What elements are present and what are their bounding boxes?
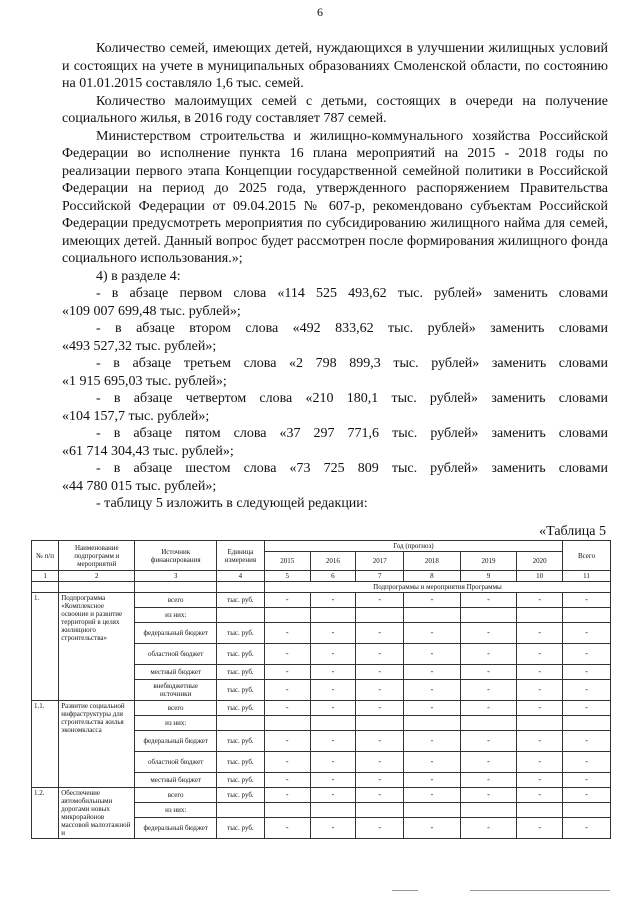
amendment-item [62, 320, 608, 355]
header-years-group: Год (прогноз) [264, 541, 562, 552]
value-cell: - [460, 665, 517, 680]
paragraph: Количество малоимущих семей с детьми, состоящих в очереди на получение социального жилья, в 2016 году составляет 787 семей. [62, 93, 608, 126]
value-cell: - [563, 623, 611, 644]
value-cell: - [310, 731, 356, 752]
value-cell: - [356, 644, 404, 665]
amendment-line: - в абзаце третьем слова «2 798 899,3 тыс. рублей» заменить словами [96, 356, 608, 371]
column-index: 4 [216, 571, 264, 582]
funding-source: из них: [135, 716, 217, 731]
funding-source: всего [135, 593, 217, 608]
value-cell: - [460, 788, 517, 803]
value-cell: - [517, 701, 563, 716]
value-cell: - [517, 623, 563, 644]
table-row [32, 701, 611, 716]
program-name: Обеспечение автомобильными дорогами новых микрорайонов массовой малоэтажной и [59, 788, 135, 839]
column-index: 1 [32, 571, 59, 582]
header-year: 2015 [264, 552, 310, 571]
table-header-row [32, 541, 611, 552]
paragraph: Министерством строительства и жилищно-коммунального хозяйства Российской Федерации во исполнение пункта 16 плана мероприятий на 2015 - 2018 годы по реализации первого этапа Концепции государственной семейной политики в Российской Федерации на период до 2025 года, утвержденного распоряжением Правительства Российской Федерации от 09.04.2015 № 607-р, рекомендовано субъектам Российской Федерации предусмотреть мероприятия по субсидированию жилищного найма для семей, имеющих детей. Данный вопрос будет рассмотрен после формирования жилищного фонда социального использования.»; [62, 128, 608, 266]
value-cell: - [356, 665, 404, 680]
value-cell [517, 803, 563, 818]
unit: тыс. руб. [216, 680, 264, 701]
value-cell: - [563, 752, 611, 773]
value-cell: - [310, 701, 356, 716]
value-cell: - [517, 818, 563, 839]
value-cell: - [404, 752, 461, 773]
value-cell: - [460, 644, 517, 665]
program-name: Развитие социальной инфраструктуры для строительства жилья экономкласса [59, 701, 135, 788]
value-cell: - [264, 623, 310, 644]
value-cell: - [356, 788, 404, 803]
funding-source: областной бюджет [135, 644, 217, 665]
value-cell: - [460, 773, 517, 788]
unit: тыс. руб. [216, 593, 264, 608]
amendment-line: «493 527,32 тыс. рублей»; [62, 338, 217, 354]
column-index: 6 [310, 571, 356, 582]
unit: тыс. руб. [216, 665, 264, 680]
value-cell [517, 716, 563, 731]
value-cell: - [460, 623, 517, 644]
value-cell: - [356, 773, 404, 788]
value-cell: - [310, 752, 356, 773]
value-cell: - [517, 644, 563, 665]
value-cell: - [310, 773, 356, 788]
header-total: Всего [563, 541, 611, 571]
value-cell [563, 716, 611, 731]
funding-source: внебюджетные источники [135, 680, 217, 701]
page-number: 6 [317, 5, 323, 19]
column-index: 8 [404, 571, 461, 582]
header-year: 2020 [517, 552, 563, 571]
amendment-item [62, 285, 608, 320]
value-cell: - [310, 818, 356, 839]
value-cell: - [264, 644, 310, 665]
unit: тыс. руб. [216, 623, 264, 644]
table-row [32, 593, 611, 608]
value-cell: - [563, 701, 611, 716]
table-caption: «Таблица 5 [539, 524, 606, 539]
value-cell: - [404, 623, 461, 644]
row-number: 1.1. [32, 701, 59, 788]
row-number: 1. [32, 593, 59, 701]
value-cell [563, 608, 611, 623]
section-row [32, 582, 611, 593]
paragraph: 4) в разделе 4: [96, 268, 181, 284]
unit: тыс. руб. [216, 752, 264, 773]
table-body [32, 593, 611, 839]
amendment-line: «61 714 304,43 тыс. рублей»; [62, 443, 234, 459]
column-index: 2 [59, 571, 135, 582]
scan-mark [470, 890, 610, 891]
value-cell: - [563, 593, 611, 608]
body-text [62, 40, 608, 513]
value-cell: - [264, 752, 310, 773]
final-instruction: - таблицу 5 изложить в следующей редакции: [96, 496, 368, 511]
value-cell: - [356, 680, 404, 701]
value-cell [264, 608, 310, 623]
value-cell: - [460, 593, 517, 608]
unit [216, 716, 264, 731]
amendment-item [62, 390, 608, 425]
column-index: 10 [517, 571, 563, 582]
value-cell: - [517, 593, 563, 608]
value-cell [404, 803, 461, 818]
funding-source: федеральный бюджет [135, 731, 217, 752]
unit: тыс. руб. [216, 773, 264, 788]
column-index-row [32, 571, 611, 582]
value-cell: - [404, 788, 461, 803]
column-index: 9 [460, 571, 517, 582]
value-cell: - [264, 731, 310, 752]
funding-source: федеральный бюджет [135, 623, 217, 644]
paragraph: Количество семей, имеющих детей, нуждающихся в улучшении жилищных условий и состоящих на учете в муниципальных образованиях Смоленской области, по состоянию на 01.01.2015 составляло 1,6 тыс. семей. [62, 41, 608, 91]
amendment-item [62, 355, 608, 390]
value-cell: - [310, 644, 356, 665]
amendment-line: - в абзаце пятом слова «37 297 771,6 тыс. рублей» заменить словами [96, 426, 608, 441]
funding-source: из них: [135, 608, 217, 623]
funding-source: из них: [135, 803, 217, 818]
value-cell: - [563, 818, 611, 839]
value-cell: - [404, 773, 461, 788]
value-cell: - [310, 623, 356, 644]
section-title: Подпрограммы и мероприятия Программы [264, 582, 610, 593]
value-cell: - [517, 731, 563, 752]
program-name: Подпрограмма «Комплексное освоение и развитие территорий в целях жилищного строительства» [59, 593, 135, 701]
financing-table [31, 540, 611, 839]
value-cell [356, 608, 404, 623]
value-cell [264, 716, 310, 731]
unit: тыс. руб. [216, 701, 264, 716]
value-cell: - [460, 752, 517, 773]
value-cell [517, 608, 563, 623]
amendment-line: «44 780 015 тыс. рублей»; [62, 478, 217, 494]
column-index: 7 [356, 571, 404, 582]
value-cell: - [563, 731, 611, 752]
value-cell: - [264, 665, 310, 680]
value-cell [404, 608, 461, 623]
value-cell: - [517, 773, 563, 788]
header-year: 2018 [404, 552, 461, 571]
value-cell: - [310, 788, 356, 803]
scan-mark [392, 890, 418, 891]
value-cell: - [404, 680, 461, 701]
value-cell [404, 716, 461, 731]
value-cell: - [356, 701, 404, 716]
value-cell: - [517, 752, 563, 773]
unit: тыс. руб. [216, 788, 264, 803]
funding-source: всего [135, 701, 217, 716]
value-cell [310, 803, 356, 818]
amendment-line: - в абзаце втором слова «492 833,62 тыс. рублей» заменить словами [96, 321, 608, 336]
value-cell: - [356, 731, 404, 752]
value-cell: - [563, 788, 611, 803]
value-cell: - [356, 623, 404, 644]
amendment-line: «109 007 699,48 тыс. рублей»; [62, 303, 241, 319]
unit: тыс. руб. [216, 644, 264, 665]
header-unit: Единица измерения [216, 541, 264, 571]
value-cell: - [404, 593, 461, 608]
value-cell [460, 716, 517, 731]
value-cell: - [563, 773, 611, 788]
unit [216, 803, 264, 818]
row-number: 1.2. [32, 788, 59, 839]
value-cell: - [264, 773, 310, 788]
amendment-item [62, 460, 608, 495]
table-row [32, 788, 611, 803]
value-cell: - [404, 644, 461, 665]
value-cell [264, 803, 310, 818]
value-cell: - [404, 701, 461, 716]
value-cell: - [264, 680, 310, 701]
column-index: 5 [264, 571, 310, 582]
header-year: 2016 [310, 552, 356, 571]
value-cell: - [356, 593, 404, 608]
funding-source: местный бюджет [135, 665, 217, 680]
value-cell: - [356, 752, 404, 773]
value-cell: - [404, 665, 461, 680]
column-index: 11 [563, 571, 611, 582]
funding-source: всего [135, 788, 217, 803]
unit [216, 608, 264, 623]
value-cell: - [310, 593, 356, 608]
value-cell: - [356, 818, 404, 839]
funding-source: областной бюджет [135, 752, 217, 773]
value-cell [310, 716, 356, 731]
value-cell: - [517, 680, 563, 701]
amendment-line: «104 157,7 тыс. рублей»; [62, 408, 210, 424]
funding-source: федеральный бюджет [135, 818, 217, 839]
value-cell: - [264, 818, 310, 839]
value-cell [356, 716, 404, 731]
value-cell: - [310, 680, 356, 701]
value-cell: - [264, 593, 310, 608]
header-source: Источник финансирования [135, 541, 217, 571]
header-year: 2019 [460, 552, 517, 571]
value-cell: - [310, 665, 356, 680]
header-year: 2017 [356, 552, 404, 571]
value-cell: - [517, 665, 563, 680]
amendment-line: - в абзаце первом слова «114 525 493,62 тыс. рублей» заменить словами [96, 286, 608, 301]
value-cell [356, 803, 404, 818]
amendment-item [62, 425, 608, 460]
value-cell: - [460, 818, 517, 839]
header-name: Наименование подпрограмм и мероприятий [59, 541, 135, 571]
unit: тыс. руб. [216, 731, 264, 752]
column-index: 3 [135, 571, 217, 582]
value-cell [563, 803, 611, 818]
value-cell: - [460, 731, 517, 752]
unit: тыс. руб. [216, 818, 264, 839]
value-cell: - [517, 788, 563, 803]
value-cell: - [404, 731, 461, 752]
amendment-line: - в абзаце шестом слова «73 725 809 тыс. рублей» заменить словами [96, 461, 608, 476]
value-cell: - [563, 680, 611, 701]
value-cell: - [264, 788, 310, 803]
amendment-line: «1 915 695,03 тыс. рублей»; [62, 373, 227, 389]
amendment-line: - в абзаце четвертом слова «210 180,1 тыс. рублей» заменить словами [96, 391, 608, 406]
value-cell: - [264, 701, 310, 716]
value-cell: - [460, 680, 517, 701]
value-cell: - [404, 818, 461, 839]
value-cell [460, 803, 517, 818]
value-cell: - [563, 644, 611, 665]
value-cell [310, 608, 356, 623]
header-num: № п/п [32, 541, 59, 571]
value-cell: - [563, 665, 611, 680]
value-cell [460, 608, 517, 623]
funding-source: местный бюджет [135, 773, 217, 788]
value-cell: - [460, 701, 517, 716]
